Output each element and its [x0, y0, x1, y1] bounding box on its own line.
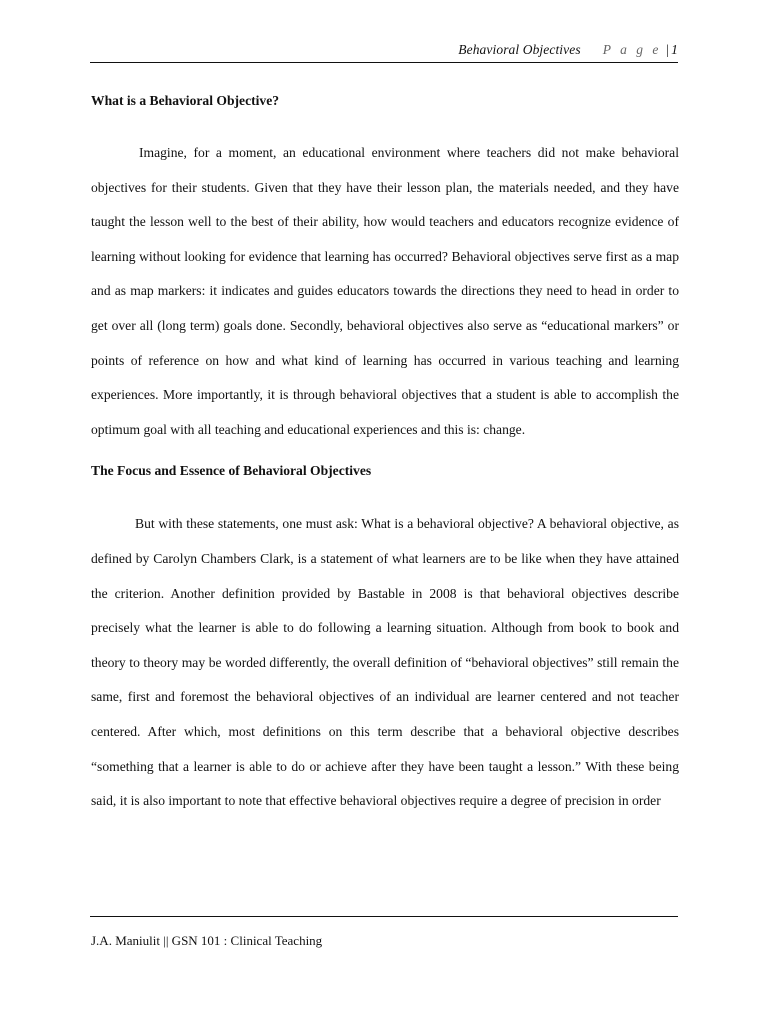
document-body: [91, 91, 679, 819]
header-rule: [90, 62, 678, 63]
section-paragraph: But with these statements, one must ask: What is a behavioral objective? A behavioral objective, as defined by Carolyn Chambers Clark, is a statement of what learners are to be like when they have attained the criterion. Another definition provided by Bastable in 2008 is that behavioral objectives describe precisely what the learner is able to do following a learning situation. Although from book to book and theory to theory may be worded differently, the overall definition of “behavioral objectives” still remain the same, first and foremost the behavioral objectives of an individual are learner centered and not teacher centered. After which, most definitions on this term describe that a behavioral objective describes “something that a learner is able to do or achieve after they have been taught a lesson.” With these being said, it is also important to note that effective behavioral objectives require a degree of precision in order: [91, 516, 679, 809]
header-separator: |: [665, 42, 670, 57]
page-header: [458, 42, 678, 58]
section-heading: What is a Behavioral Objective?: [91, 93, 280, 108]
section-heading: The Focus and Essence of Behavioral Objectives: [91, 463, 372, 479]
header-page-number: 1: [671, 42, 678, 57]
header-title: Behavioral Objectives: [458, 42, 581, 57]
footer-rule: [90, 916, 678, 917]
section-paragraph: Imagine, for a moment, an educational environment where teachers did not make behavioral objectives for their students. Given that they have their lesson plan, the materials needed, and they have taught the lesson well to the best of their ability, how would teachers and educators recognize evidence of learning without looking for evidence that learning has occurred? Behavioral objectives serve first as a map and as map markers: it indicates and guides educators towards the directions they need to head in order to get over all (long term) goals done. Secondly, behavioral objectives also serve as “educational markers” or points of reference on how and what kind of learning has occurred in various teaching and learning experiences. More importantly, it is through behavioral objectives that a student is able to accomplish the optimum goal with all teaching and educational experiences and this is: change.: [91, 145, 679, 437]
page-footer: J.A. Maniulit || GSN 101 : Clinical Teaching: [91, 933, 323, 948]
header-page-label: P a g e: [602, 42, 662, 57]
